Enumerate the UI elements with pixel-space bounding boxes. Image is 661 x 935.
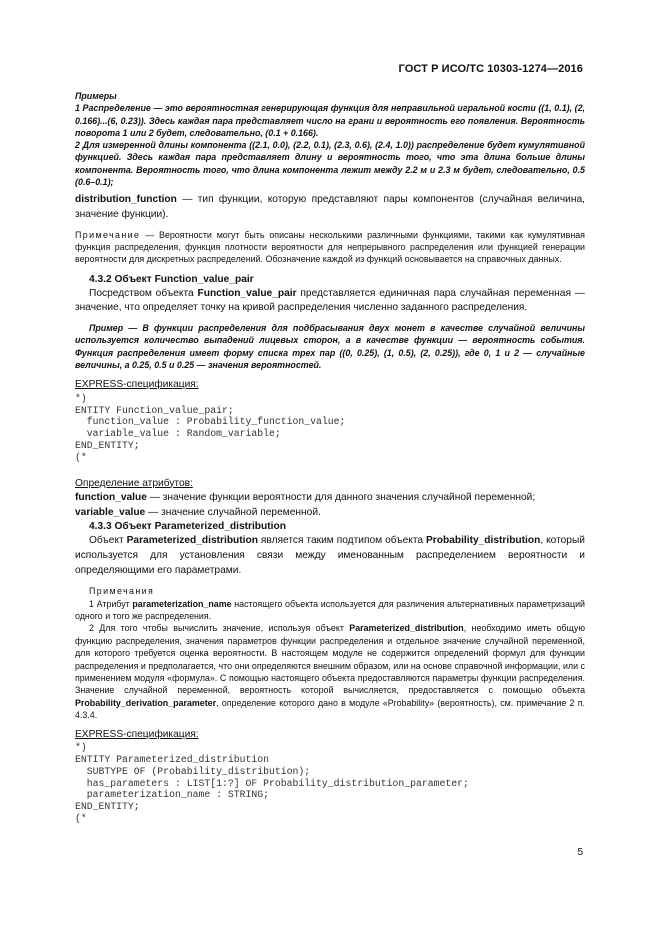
distribution-function-definition — [75, 193, 585, 222]
note-2 — [75, 622, 585, 721]
attribute-function-value — [75, 491, 585, 506]
s433-mid: является таким подтипом объекта — [257, 535, 426, 547]
n2-mid: , необходимо иметь общую функцию распределения, значения параметров функции распределения и отдельное значение случайной переменной, для которого требуется оценка вероятности. В настоящем модуле не содержится определений формул для функции распределения и предполагается, что они определяются внешним образом, или на основе справочной информации, или с применением модуля «формула». С помощью настоящего объекта предоставляются параметры функции распределения. Значение случайной переменной, вероятность которой вычисляется, предоставляется с помощью объекта — [75, 623, 585, 696]
term-probability-derivation-parameter: Probability_derivation_parameter — [75, 697, 217, 708]
page-content — [75, 90, 585, 825]
n2-prefix: 2 Для того чтобы вычислить значение, используя объект — [89, 623, 350, 634]
example-2: 2 Для измеренной длины компонента ((2.1, 0.0), (2.2, 0.1), (2.3, 0.6), (2.4, 1.0)) распределение будет кумулятивной функцией. Здесь каждая пара представляет длину и вероятность того, что эта длина больше длины компонента. Вероятность того, что длина компонента лежит между 2.2 м и 2.3 м будет, следовательно, 0.5 (0.6–0.1); — [75, 140, 585, 188]
term-variable-value: variable_value — [75, 506, 146, 518]
attribute-variable-value — [75, 506, 585, 521]
note-1 — [75, 598, 585, 623]
notes-label: Примечания — [89, 586, 155, 597]
section-heading-4-3-3: 4.3.3 Объект Parameterized_distribution — [89, 521, 286, 533]
section-heading-4-3-2: 4.3.2 Объект Function_value_pair — [89, 273, 254, 285]
s433-prefix: Объект — [89, 535, 127, 547]
term-function-value: function_value — [75, 492, 147, 504]
express-spec-label-1: EXPRESS-спецификация: — [75, 379, 199, 391]
section-4-3-2-paragraph — [75, 287, 585, 316]
term-parameterization-name: parameterization_name — [132, 598, 232, 609]
n1-prefix: 1 Атрибут — [89, 598, 133, 609]
s432-prefix: Посредством объекта — [89, 287, 198, 299]
note-text: — Вероятности могут быть описаны несколькими различными функциями, такими как кумулятивная функция распределения, функция плотности вероятности для непрерывного распределения или функцией генерации вероятности для дискретных распределений. Обозначение каждой из функций основывается на справочных данных. — [75, 229, 585, 265]
distribution-function-text: — тип функции, которую представляют пары компонентов (случайная величина, значение функции). — [75, 194, 585, 220]
attr1-text: — значение функции вероятности для данного значения случайной переменной; — [146, 492, 536, 504]
s432-rest: представляется единичная пара случайная переменная — значение, что определяет точку на кривой распределения численно заданного распределения. — [75, 287, 585, 314]
attributes-label: Определение атрибутов: — [75, 477, 193, 489]
n1-rest: настоящего объекта используется для различения альтернативных параметризаций одного и того же распределения. — [75, 598, 585, 621]
note-label: Примечание — [75, 229, 141, 240]
term-parameterized-distribution-2: Parameterized_distribution — [349, 623, 464, 634]
example-coins: Пример — В функции распределения для подбрасывания двух монет в качестве случайной величины используется количество выпадений лицевых сторон, а в качестве функции — вероятность события. Функция распределения имеет форму списка трех пар ((0, 0.25), (1, 0.5), (2, 0.25)), где 0, 1 и 2 — случайные величины, а 0.25, 0.5 и 0.25 — значения вероятностей. — [75, 322, 585, 370]
n2-rest: , определение которого дано в модуле «Probability» (вероятность), см. примечание 2 п. 4.3.4. — [75, 697, 585, 721]
s433-rest: , который используется для установления связи между именованным распределением вероятности и определяющими его параметрами. — [75, 535, 585, 576]
attr2-text: — значение случайной переменной. — [145, 506, 321, 518]
term-parameterized-distribution: Parameterized_distribution — [126, 535, 258, 547]
express-code-parameterized-distribution: *) ENTITY Parameterized_distribution SUBTYPE OF (Probability_distribution); has_parameters : LIST[1:?] OF Probability_distribution_parameter; parameterization_name : STRING; END_ENTITY; (* — [75, 742, 469, 824]
section-4-3-3-paragraph — [75, 534, 585, 578]
page-number: 5 — [577, 847, 583, 858]
term-distribution-function: distribution_function — [75, 194, 177, 206]
note-probability-functions — [75, 229, 585, 266]
express-spec-label-2: EXPRESS-спецификация: — [75, 728, 199, 740]
term-probability-distribution: Probability_distribution — [425, 535, 541, 547]
term-function-value-pair: Function_value_pair — [197, 287, 297, 299]
express-code-function-value-pair: *) ENTITY Function_value_pair; function_value : Probability_function_value; variable_value : Random_variable; END_ENTITY; (* — [75, 392, 346, 463]
examples-title: Примеры — [75, 91, 117, 101]
standard-header: ГОСТ Р ИСО/ТС 10303-1274—2016 — [398, 63, 583, 75]
example-1: 1 Распределение — это вероятностная генерирующая функция для неправильной игральной кости ((1, 0.1), (2, 0.166)...(6, 0.23)). Здесь каждая пара представляет число на грани и вероятность его появления. Вероятность поворота 1 или 2 будет, следовательно, (0.1 + 0.166). — [75, 103, 585, 138]
